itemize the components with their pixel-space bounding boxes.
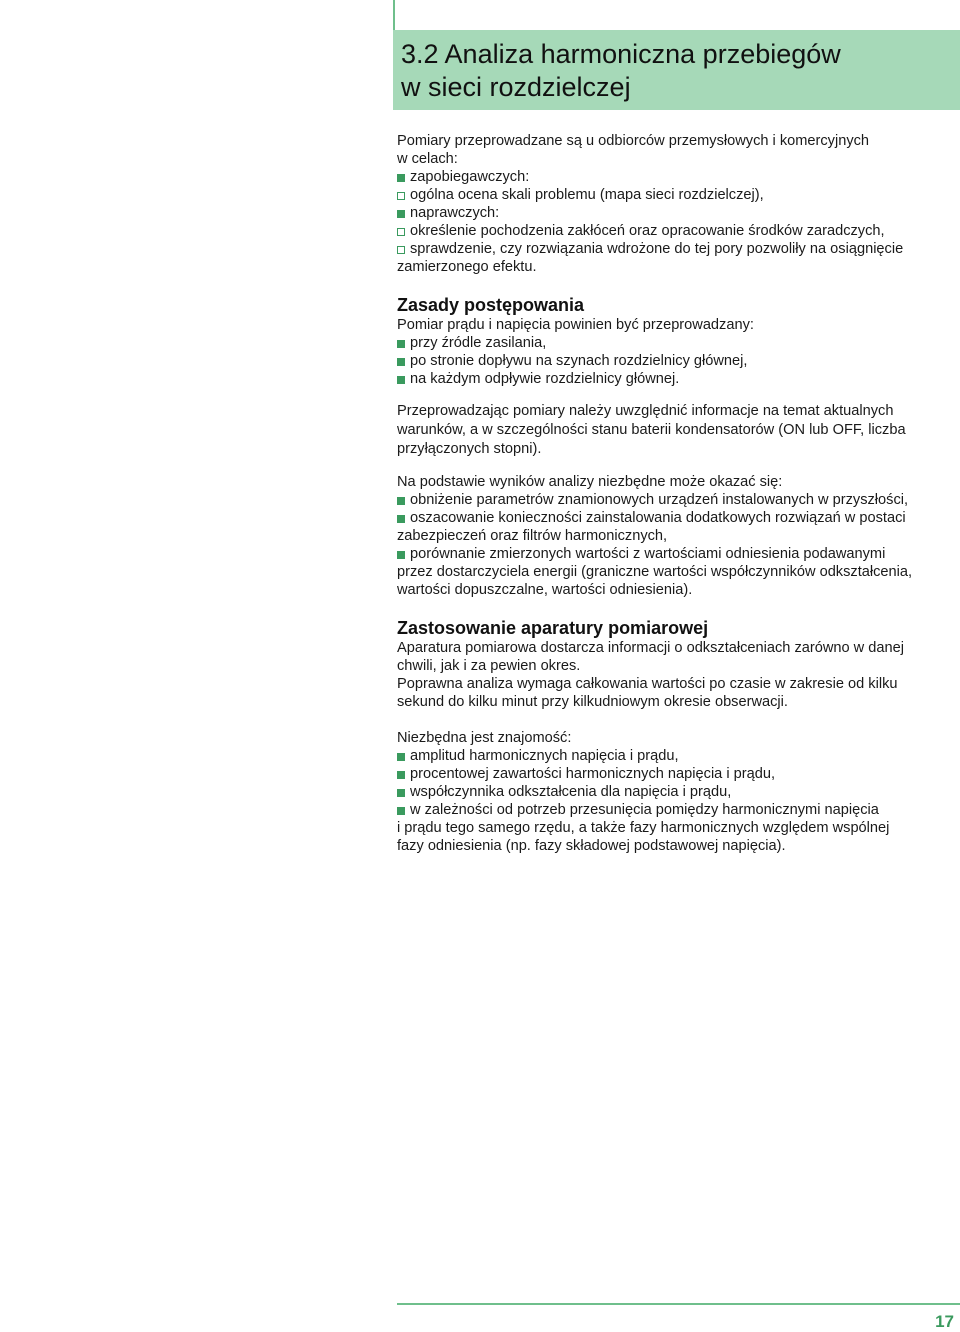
list-item: po stronie dopływu na szynach rozdzielnicy głównej,	[397, 352, 957, 370]
list-item: naprawczych:	[397, 204, 957, 222]
paragraph-line: Poprawna analiza wymaga całkowania wartości po czasie w zakresie od kilku	[397, 676, 898, 692]
page-number: 17	[935, 1312, 954, 1331]
paragraph-line: warunków, a w szczególności stanu baterii kondensatorów (ON lub OFF, liczba	[397, 422, 906, 438]
paragraph-line: Aparatura pomiarowa dostarcza informacji o odkształceniach zarówno w danej	[397, 640, 904, 656]
list-item: na każdym odpływie rozdzielnicy głównej.	[397, 370, 957, 388]
paragraph-line: przyłączonych stopni).	[397, 441, 542, 457]
list-item: obniżenie parametrów znamionowych urządzeń instalowanych w przyszłości,	[397, 491, 957, 509]
paragraph-line: Przeprowadzając pomiary należy uwzględnić informacje na temat aktualnych	[397, 403, 894, 419]
section-lead: Pomiar prądu i napięcia powinien być przeprowadzany:	[397, 317, 754, 333]
list-item: amplitud harmonicznych napięcia i prądu,	[397, 747, 957, 765]
list-item: procentowej zawartości harmonicznych napięcia i prądu,	[397, 765, 957, 783]
intro-text: Pomiary przeprowadzane są u odbiorców przemysłowych i komercyjnych	[397, 133, 870, 149]
footer-rule	[397, 1303, 960, 1305]
top-accent-rule	[393, 0, 395, 30]
list-item-continuation: zabezpieczeń oraz filtrów harmonicznych,	[397, 528, 668, 544]
list-item: w zależności od potrzeb przesunięcia pomiędzy harmonicznymi napięcia	[397, 801, 957, 819]
title-band	[393, 30, 960, 110]
page-title-line-2: w sieci rozdzielczej	[401, 72, 631, 102]
paragraph-line: sekund do kilku minut przy kilkudniowym okresie obserwacji.	[397, 694, 788, 710]
list-item-continuation: i prądu tego samego rzędu, a także fazy harmonicznych względem wspólnej	[397, 820, 890, 836]
list-item: przy źródle zasilania,	[397, 334, 957, 352]
page-title	[401, 38, 960, 104]
section-heading-zasady: Zasady postępowania	[397, 295, 585, 315]
list-item-continuation: wartości dopuszczalne, wartości odniesienia).	[397, 582, 693, 598]
section-lead: Na podstawie wyników analizy niezbędne może okazać się:	[397, 474, 783, 490]
list-item: oszacowanie konieczności zainstalowania dodatkowych rozwiązań w postaci	[397, 509, 957, 527]
section-heading-aparatura: Zastosowanie aparatury pomiarowej	[397, 618, 709, 638]
list-item: ogólna ocena skali problemu (mapa sieci rozdzielczej),	[397, 186, 957, 204]
intro-tail: zamierzonego efektu.	[397, 259, 537, 275]
section-lead: Niezbędna jest znajomość:	[397, 730, 572, 746]
intro-text: w celach:	[397, 151, 458, 167]
list-item-continuation: przez dostarczyciela energii (graniczne wartości współczynników odkształcenia,	[397, 564, 913, 580]
paragraph-line: chwili, jak i za pewien okres.	[397, 658, 581, 674]
page-title-line-1: 3.2 Analiza harmoniczna przebiegów	[401, 39, 841, 69]
list-item: określenie pochodzenia zakłóceń oraz opracowanie środków zaradczych,	[397, 222, 957, 240]
list-item: sprawdzenie, czy rozwiązania wdrożone do tej pory pozwoliły na osiągnięcie	[397, 240, 957, 258]
list-item: porównanie zmierzonych wartości z wartościami odniesienia podawanymi	[397, 545, 957, 563]
document-body	[397, 132, 957, 855]
list-item: zapobiegawczych:	[397, 168, 957, 186]
list-item-continuation: fazy odniesienia (np. fazy składowej podstawowej napięcia).	[397, 838, 786, 854]
list-item: współczynnika odkształcenia dla napięcia i prądu,	[397, 783, 957, 801]
